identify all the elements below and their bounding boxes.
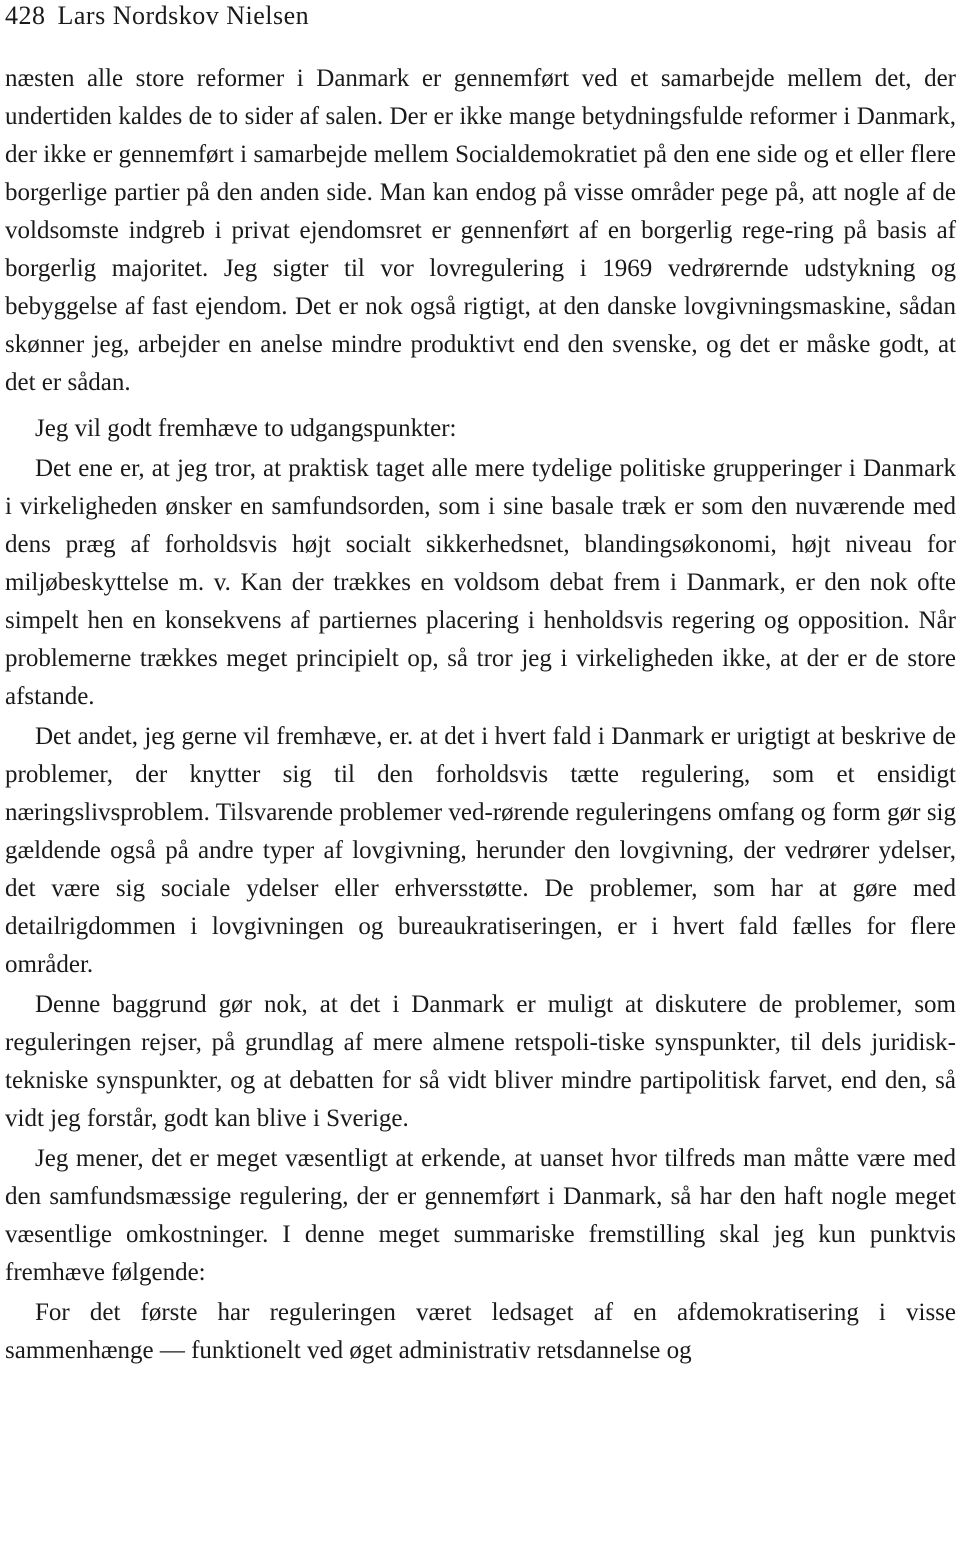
running-header (5, 0, 956, 60)
paragraph-continuation: næsten alle store reformer i Danmark er gennemført ved et samarbejde mellem det, der undertiden kaldes de to sider af salen. Der er ikke mange betydningsfulde reformer i Danmark, der ikke er gennemført i samarbejde mellem Socialdemokratiet på den ene side og et eller flere borgerlige partier på den anden side. Man kan endog på visse områder pege på, att nogle af de voldsomste indgreb i privat ejendomsret er gennenført af en borgerlig rege-ring på basis af borgerlig majoritet. Jeg sigter til vor lovregulering i 1969 vedrørernde udstykning og bebyggelse af fast ejendom. Det er nok også rigtigt, at den danske lovgivningsmaskine, sådan skønner jeg, arbejder en anelse mindre produktivt end den svenske, og det er måske godt, at det er sådan. (5, 65, 956, 396)
paragraph-background: Denne baggrund gør nok, at det i Danmark er muligt at diskutere de problemer, som reguleringen rejser, på grundlag af mere almene retspoli-tiske synspunkter, til dels juridisk-tekniske synspunkter, og at debatten for så vidt bliver mindre partipolitisk farvet, end den, så vidt jeg forstår, godt kan blive i Sverige. (5, 991, 956, 1132)
book-page (5, 0, 956, 1370)
paragraph-first-cost: For det første har reguleringen været ledsaget af en afdemokratisering i visse sammenhænge — funktionelt ved øget administrativ retsdannelse og (5, 1299, 956, 1364)
paragraph-udgangspunkter-intro: Jeg vil godt fremhæve to udgangspunkter: (35, 415, 457, 442)
running-head-author: Lars Nordskov Nielsen (57, 1, 310, 30)
paragraph-second-point: Det andet, jeg gerne vil fremhæve, er. at det i hvert fald i Danmark er urigtigt at beskrive de problemer, der knytter sig til den forholdsvis tætte regulering, som et ensidigt næringslivsproblem. Tilsvarende problemer ved-rørende reguleringens omfang og form gør sig gældende også på andre typer af lovgivning, herunder den lovgivning, der vedrører ydelser, det være sig sociale ydelser eller erhversstøtte. De problemer, som har at gøre med detailrigdommen i lovgivningen og bureaukratiseringen, er i hvert fald fælles for flere områder. (5, 723, 956, 978)
page-number: 428 (5, 1, 46, 30)
paragraph-costs: Jeg mener, det er meget væsentligt at erkende, at uanset hvor tilfreds man måtte være med den samfundsmæssige regulering, der er gennemført i Danmark, så har den haft nogle meget væsentlige omkostninger. I denne meget summariske fremstilling skal jeg kun punktvis fremhæve følgende: (5, 1145, 956, 1286)
paragraph-first-point: Det ene er, at jeg tror, at praktisk taget alle mere tydelige politiske grupperinger i Danmark i virkeligheden ønsker en samfundsorden, som i sine basale træk er som den nuværende med dens præg af forholdsvis højt socialt sikkerhedsnet, blandingsøkonomi, højt niveau for miljøbeskyttelse m. v. Kan der trækkes en voldsom debat frem i Danmark, er den nok ofte simpelt hen en konsekvens af partiernes placering i henholdsvis regering og opposition. Når problemerne trækkes meget principielt op, så tror jeg i virkeligheden ikke, at der er de store afstande. (5, 455, 956, 710)
